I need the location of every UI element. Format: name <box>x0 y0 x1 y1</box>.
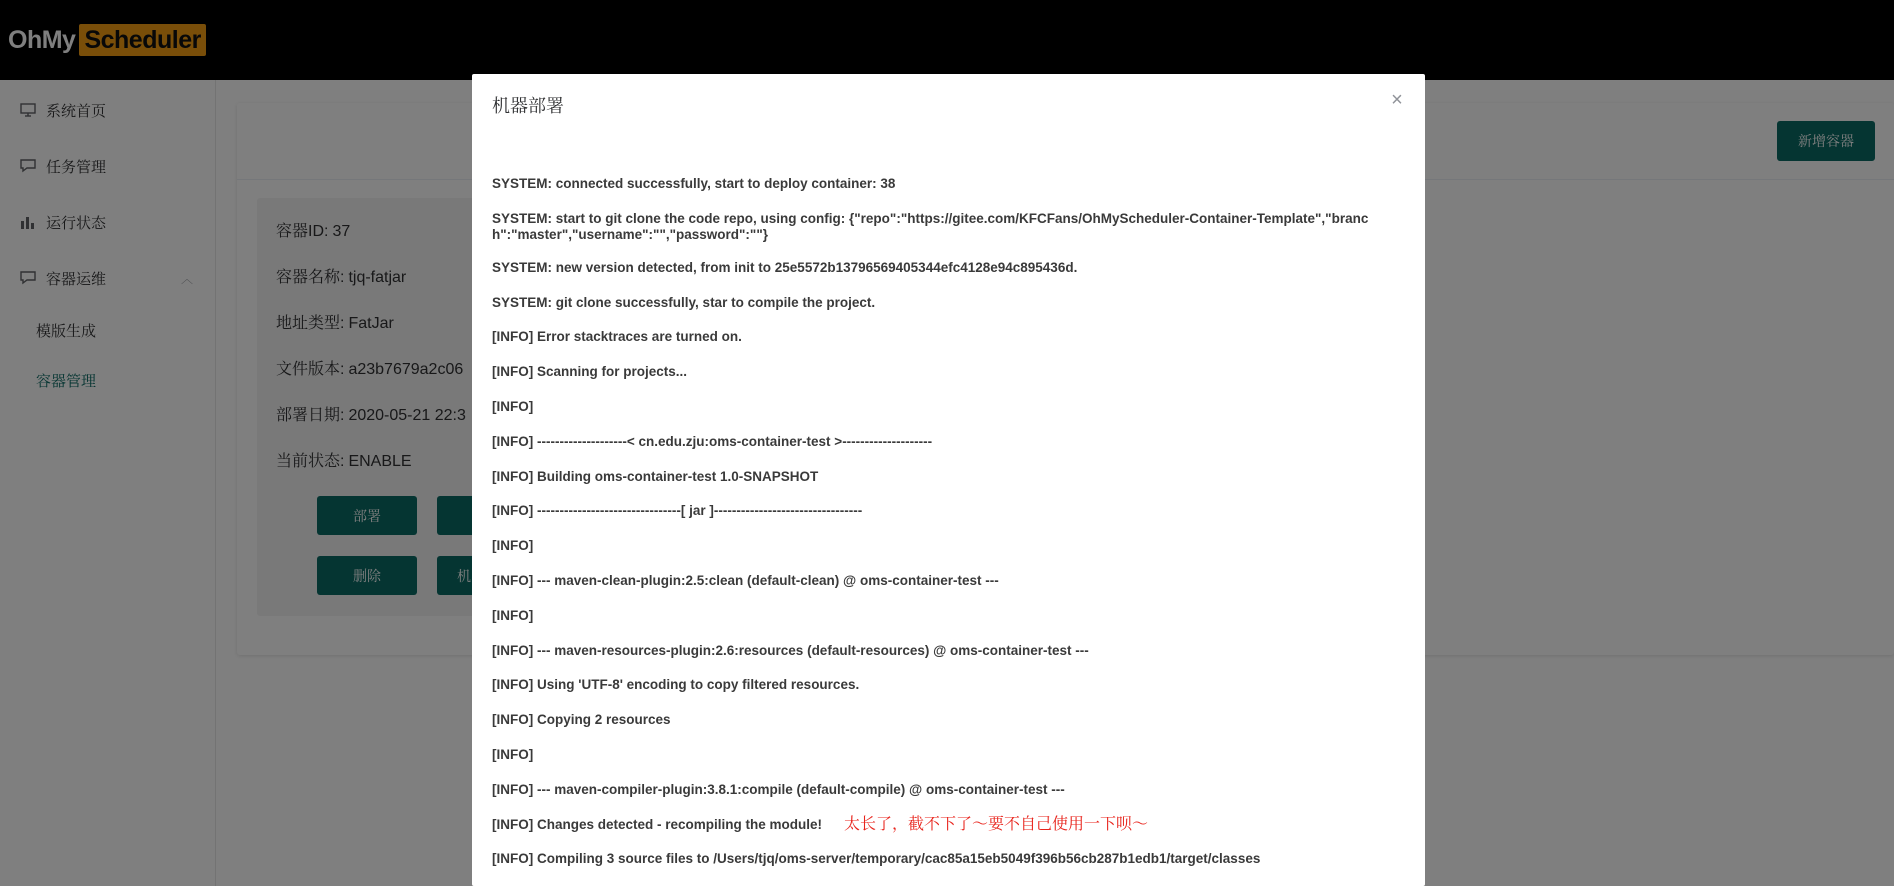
log-line: [INFO] --------------------------------[ jar ]--------------------------------- <box>492 503 863 519</box>
log-line: SYSTEM: start to git clone the code repo, using config: {"repo":"https://gitee.com/KFCFans/OhMyScheduler-Container-Template","branch":"master","username":"","password":""} <box>492 210 1369 242</box>
modal-title: 机器部署 <box>492 96 564 116</box>
log-line-text: [INFO] Changes detected - recompiling the module! <box>492 816 823 832</box>
log-line: [INFO] Copying 2 resources <box>492 712 671 728</box>
log-line: [INFO] Using 'UTF-8' encoding to copy filtered resources. <box>492 677 860 693</box>
log-line: SYSTEM: git clone successfully, star to compile the project. <box>492 294 876 310</box>
log-line: SYSTEM: new version detected, from init to 25e5572b13796569405344efc4128e94c895436d. <box>492 259 1078 275</box>
log-line: [INFO] Error stacktraces are turned on. <box>492 329 742 345</box>
log-line: [INFO] <box>492 398 534 414</box>
deploy-modal <box>472 74 1425 886</box>
log-line: [INFO] --- maven-clean-plugin:2.5:clean (default-clean) @ oms-container-test --- <box>492 572 999 588</box>
log-line: [INFO] Scanning for projects... <box>492 364 688 380</box>
log-line: [INFO] Building oms-container-test 1.0-SNAPSHOT <box>492 468 819 484</box>
log-line: [INFO] <box>492 746 534 762</box>
log-line: [INFO] <box>492 538 534 554</box>
annotation-note: 太长了，截不下了～要不自己使用一下呗～ <box>844 815 1149 833</box>
log-line <box>492 817 1404 833</box>
deploy-log <box>492 176 1404 886</box>
log-line: [INFO] --- maven-compiler-plugin:3.8.1:compile (default-compile) @ oms-container-test --- <box>492 781 1065 797</box>
log-line: [INFO] Compiling 3 source files to /Users/tjq/oms-server/temporary/cac85a15eb5049f396b56cb287b1edb1/target/classes <box>492 851 1261 867</box>
log-line: [INFO] <box>492 607 534 623</box>
log-line: [INFO] --- maven-resources-plugin:2.6:resources (default-resources) @ oms-container-test --- <box>492 642 1089 658</box>
close-icon[interactable]: × <box>1391 89 1403 111</box>
log-line: [INFO] --------------------< cn.edu.zju:oms-container-test >-------------------- <box>492 433 933 449</box>
log-line: SYSTEM: connected successfully, start to deploy container: 38 <box>492 176 896 191</box>
